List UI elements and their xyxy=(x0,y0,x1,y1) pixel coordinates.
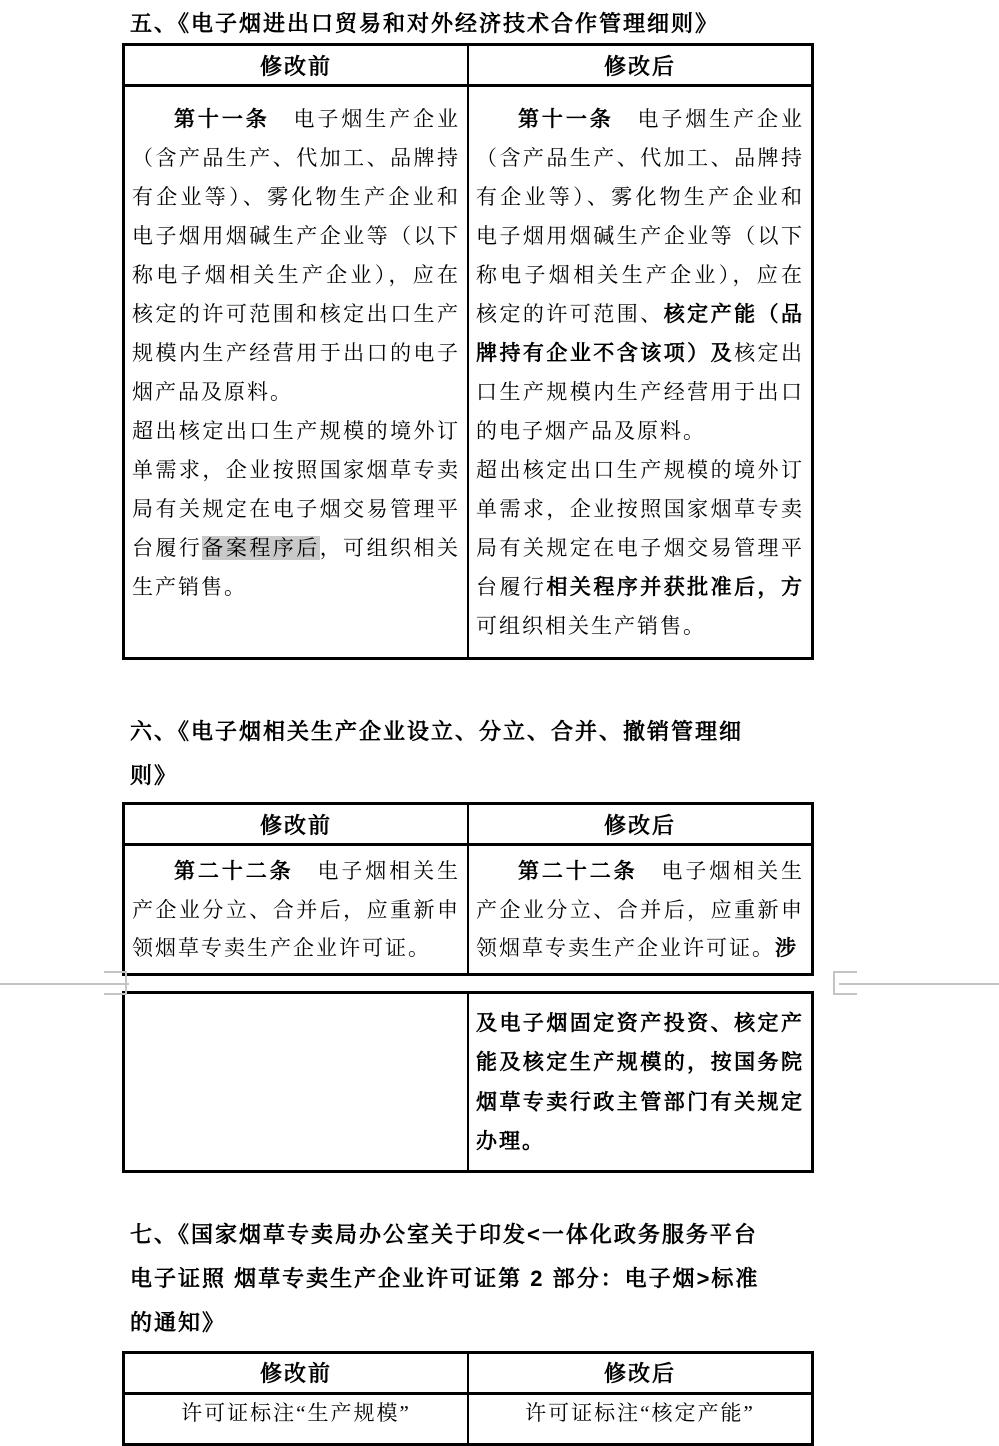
text-run: 电子烟相关生产企业分立、合并后，应重新申领烟草专卖生产企业许可证。 xyxy=(132,859,461,960)
text-run: 电子烟生产企业（含产品生产、代加工、品牌持有企业等）、雾化物生产企业和电子烟用烟碱生产企业等（以下称电子烟相关生产企业），应在核定的许可范围、 xyxy=(476,107,805,326)
column-header-after: 修改后 xyxy=(468,804,813,845)
page-break-mark xyxy=(833,971,835,995)
cell-after-modification xyxy=(468,86,813,659)
section-7-comparison-table xyxy=(122,1351,814,1446)
paragraph xyxy=(476,451,804,646)
section-6-comparison-table-continued xyxy=(122,991,814,1173)
bold-text-run: 及电子烟固定资产投资、核定产能及核定生产规模的，按国务院烟草专卖行政主管部门有关规定办理。 xyxy=(476,1011,804,1153)
text-run: 许可证标注“生产规模” xyxy=(181,1400,411,1425)
page-break-mark xyxy=(104,993,126,995)
bold-text-run: 核定产能（品牌持有企业不含该项）及 xyxy=(476,303,805,365)
table-header-row xyxy=(124,45,813,86)
page-break-mark xyxy=(839,983,999,985)
cell-after-modification-continued xyxy=(468,992,813,1171)
paragraph xyxy=(469,1397,811,1427)
page-break-mark xyxy=(835,993,857,995)
page-break-gap xyxy=(122,976,814,991)
table-row xyxy=(124,992,813,1171)
text-run: 许可证标注“核定产能” xyxy=(525,1400,755,1425)
bold-text-run: 第二十二条 xyxy=(518,859,638,883)
text-run: 电子烟生产企业（含产品生产、代加工、品牌持有企业等）、雾化物生产企业和电子烟用烟碱生产企业等（以下称电子烟相关生产企业），应在核定的许可范围和核定出口生产规模内生产经营用于出口的电子烟产品及原料。 xyxy=(132,107,461,404)
table-row xyxy=(124,845,813,975)
bold-text-run: 第二十二条 xyxy=(174,859,294,883)
table-row xyxy=(124,86,813,659)
cell-before-modification-continued xyxy=(124,992,469,1171)
cell-before-modification xyxy=(124,86,469,659)
document-content xyxy=(122,0,814,1446)
page-break-mark xyxy=(125,971,127,995)
text-run: 电子烟相关生产企业分立、合并后，应重新申领烟草专卖生产企业许可证。 xyxy=(476,859,805,960)
section-6-comparison-table xyxy=(122,802,814,976)
column-header-before: 修改前 xyxy=(124,804,469,845)
cell-after-modification xyxy=(468,1393,813,1444)
bold-text-run: 相关程序并获批准后，方 xyxy=(546,576,805,599)
section-7-heading: 七、《国家烟草专卖局办公室关于印发<一体化政务服务平台电子证照 烟草专卖生产企业许可证第 2 部分：电子烟>标准的通知》 xyxy=(130,1221,760,1335)
highlighted-text: 备案程序后 xyxy=(202,536,320,560)
paragraph xyxy=(132,852,460,968)
paragraph xyxy=(132,412,460,607)
paragraph xyxy=(125,1397,467,1427)
bold-text-run: 第十一条 xyxy=(518,107,614,131)
column-header-before: 修改前 xyxy=(124,45,469,86)
section-5-heading: 五、《电子烟进出口贸易和对外经济技术合作管理细则》 xyxy=(130,11,720,36)
text-run: ，可组织相关生产销售。 xyxy=(132,536,461,599)
bold-text-run: 第十一条 xyxy=(174,107,270,131)
cell-before-modification xyxy=(124,1393,469,1444)
page-break-mark xyxy=(0,983,129,985)
table-header-row xyxy=(124,804,813,845)
text-run: 核定出口生产规模内生产经营用于出口的电子烟产品及原料。 xyxy=(476,341,805,443)
text-run: 超出核定出口生产规模的境外订单需求，企业按照国家烟草专卖局有关规定在电子烟交易管理平台履行 xyxy=(132,419,460,560)
column-header-after: 修改后 xyxy=(468,1352,813,1393)
section-5-comparison-table xyxy=(122,43,814,660)
paragraph xyxy=(132,100,460,412)
bold-text-run: 涉 xyxy=(775,937,798,960)
table-row xyxy=(124,1393,813,1444)
text-run: 可组织相关生产销售。 xyxy=(476,614,706,638)
column-header-before: 修改前 xyxy=(124,1352,469,1393)
page-break-mark xyxy=(835,971,857,973)
text-run: 超出核定出口生产规模的境外订单需求，企业按照国家烟草专卖局有关规定在电子烟交易管理平台履行 xyxy=(476,458,804,599)
section-6-heading: 六、《电子烟相关生产企业设立、分立、合并、撤销管理细则》 xyxy=(130,719,744,788)
page-break-mark xyxy=(104,971,126,973)
cell-before-modification xyxy=(124,845,469,975)
paragraph xyxy=(476,1004,804,1162)
cell-after-modification xyxy=(468,845,813,975)
paragraph xyxy=(476,100,804,451)
paragraph xyxy=(476,852,804,969)
table-header-row xyxy=(124,1352,813,1393)
column-header-after: 修改后 xyxy=(468,45,813,86)
